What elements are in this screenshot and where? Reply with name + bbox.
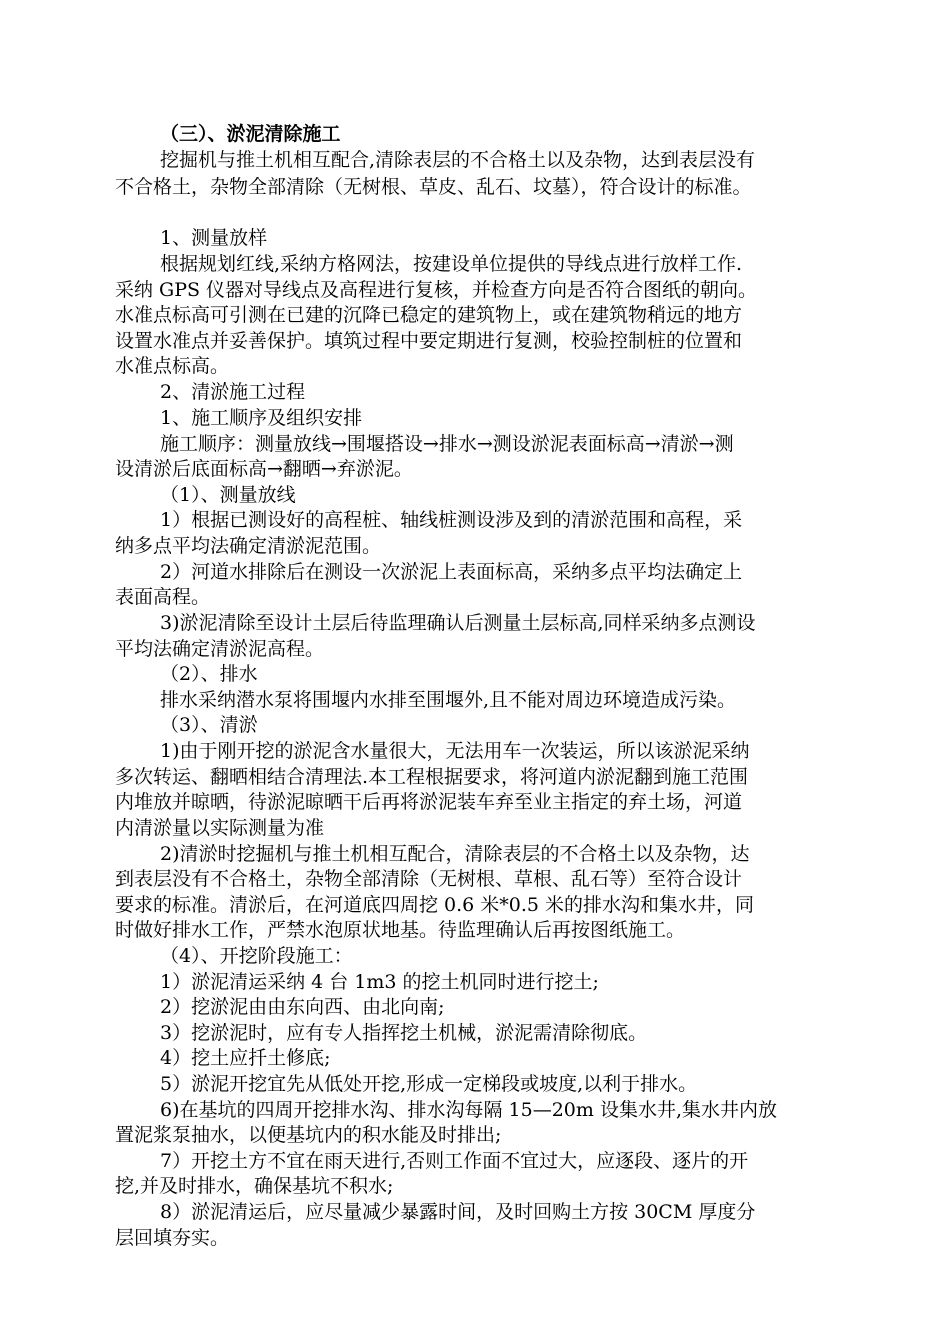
- subsection-heading: （3）、清淤: [160, 714, 258, 736]
- paragraph-line: 设清淤后底面标高→翻晒→弃淤泥。: [115, 458, 413, 480]
- paragraph-line: 3)淤泥清除至设计土层后待监理确认后测量土层标高,同样采纳多点测设: [160, 612, 756, 634]
- paragraph-line: 平均法确定清淤泥高程。: [115, 638, 325, 660]
- subsection-heading: 1、测量放样: [160, 227, 268, 249]
- paragraph-line: 多次转运、翻晒相结合清理法.本工程根据要求，将河道内淤泥翻到施工范围: [115, 766, 749, 788]
- list-item: 1）淤泥清运采纳 4 台 1m3 的挖土机同时进行挖土;: [160, 971, 599, 993]
- paragraph-line: 采纳 GPS 仪器对导线点及高程进行复核，并检查方向是否符合图纸的朝向。: [115, 279, 758, 301]
- section-heading: （三）、淤泥清除施工: [160, 123, 341, 145]
- paragraph-line: 水准点标高。: [115, 355, 230, 377]
- list-item: 7）开挖土方不宜在雨天进行,否则工作面不宜过大，应逐段、逐片的开: [160, 1150, 749, 1172]
- paragraph-line: 表面高程。: [115, 586, 211, 608]
- paragraph-line: 到表层没有不合格土，杂物全部清除（无树根、草根、乱石等）至符合设计: [115, 868, 743, 890]
- list-item: 6)在基坑的四周开挖排水沟、排水沟每隔 15—20m 设集水井,集水井内放: [160, 1099, 777, 1121]
- paragraph-line: 内清淤量以实际测量为准: [115, 817, 325, 839]
- paragraph-line: 设置水准点并妥善保护。填筑过程中要定期进行复测，校验控制桩的位置和: [115, 330, 743, 352]
- paragraph-line: 不合格土，杂物全部清除（无树根、草皮、乱石、坟墓），符合设计的标准。: [115, 176, 752, 198]
- paragraph-line: 施工顺序：测量放线→围堰搭设→排水→测设淤泥表面标高→清淤→测: [160, 433, 734, 455]
- paragraph-line: 根据规划红线,采纳方格网法，按建设单位提供的导线点进行放样工作.: [160, 253, 743, 275]
- paragraph-line: 内堆放并晾晒，待淤泥晾晒干后再将淤泥装车弃至业主指定的弃土场，河道: [115, 791, 743, 813]
- subsection-heading: （1）、测量放线: [160, 484, 296, 506]
- paragraph-line: 时做好排水工作，严禁水泡原状地基。待监理确认后再按图纸施工。: [115, 919, 686, 941]
- paragraph-line: 纳多点平均法确定清淤泥范围。: [115, 535, 382, 557]
- subsection-heading: 1、施工顺序及组织安排: [160, 407, 363, 429]
- list-item: 3）挖淤泥时，应有专人指挥挖土机械，淤泥需清除彻底。: [160, 1022, 648, 1044]
- subsection-heading: 2、清淤施工过程: [160, 381, 306, 403]
- list-item: 4）挖土应扦土修底;: [160, 1047, 331, 1069]
- list-item: 层回填夯实。: [115, 1227, 230, 1249]
- subsection-heading: （2）、排水: [160, 663, 258, 685]
- paragraph-line: 2）河道水排除后在测设一次淤泥上表面标高，采纳多点平均法确定上: [160, 561, 743, 583]
- paragraph-line: 1)由于刚开挖的淤泥含水量很大，无法用车一次装运，所以该淤泥采纳: [160, 740, 750, 762]
- paragraph-line: 要求的标准。清淤后，在河道底四周挖 0.6 米*0.5 米的排水沟和集水井，同: [115, 894, 755, 916]
- paragraph-line: 1）根据已测设好的高程桩、轴线桩测设涉及到的清淤范围和高程，采: [160, 509, 743, 531]
- paragraph-line: 2)清淤时挖掘机与推土机相互配合，清除表层的不合格土以及杂物，达: [160, 843, 750, 865]
- list-item: 挖,并及时排水，确保基坑不积水;: [115, 1175, 394, 1197]
- list-item: 5）淤泥开挖宜先从低处开挖,形成一定梯段或坡度,以利于排水。: [160, 1073, 698, 1095]
- list-item: 置泥浆泵抽水，以便基坑内的积水能及时排出;: [115, 1124, 502, 1146]
- list-item: 8）淤泥清运后，应尽量减少暴露时间，及时回购土方按 30CM 厚度分: [160, 1201, 756, 1223]
- paragraph-line: 水准点标高可引测在已建的沉降已稳定的建筑物上，或在建筑物稍远的地方: [115, 304, 743, 326]
- subsection-heading: （4）、开挖阶段施工：: [160, 945, 353, 967]
- paragraph-line: 挖掘机与推土机相互配合,清除表层的不合格土以及杂物，达到表层没有: [160, 149, 756, 171]
- paragraph-line: 排水采纳潜水泵将围堰内水排至围堰外,且不能对周边环境造成污染。: [160, 689, 737, 711]
- list-item: 2）挖淤泥由由东向西、由北向南;: [160, 996, 445, 1018]
